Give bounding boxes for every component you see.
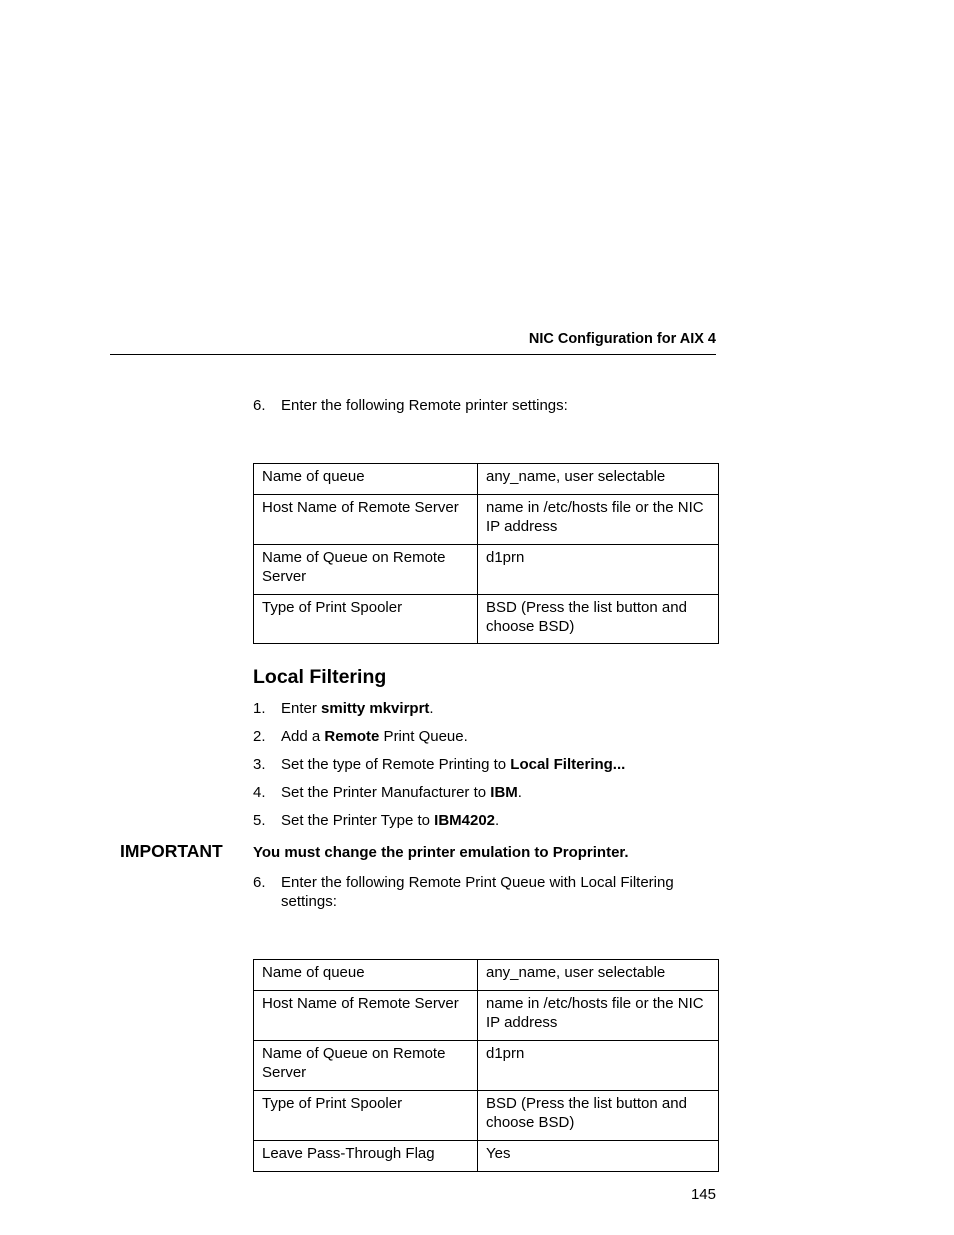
- list-item: [253, 811, 723, 830]
- page-number: 145: [690, 1186, 716, 1203]
- remote-settings-table: [253, 463, 719, 644]
- local-filtering-table: [253, 959, 719, 1172]
- setting-value: any_name, user selectable: [478, 464, 719, 495]
- setting-value: Yes: [478, 1141, 719, 1172]
- emphasis-text: IBM4202: [434, 812, 496, 829]
- setting-label: Name of queue: [254, 960, 478, 991]
- setting-label: Type of Print Spooler: [254, 1091, 478, 1141]
- step-number: 5.: [253, 812, 266, 829]
- step-text: Set the Printer Type to IBM4202.: [281, 812, 500, 829]
- table-row: [254, 1091, 719, 1141]
- step-number: 3.: [253, 756, 266, 773]
- setting-label: Name of Queue on Remote Server: [254, 545, 478, 595]
- setting-label: Name of Queue on Remote Server: [254, 1041, 478, 1091]
- step-number: 6.: [253, 874, 266, 891]
- table-row: [254, 991, 719, 1041]
- step-text: Enter the following Remote printer settings:: [281, 397, 568, 414]
- setting-label: Name of queue: [254, 464, 478, 495]
- list-item: [253, 783, 723, 802]
- table-row: [254, 1141, 719, 1172]
- step-text: Enter the following Remote Print Queue with Local Filtering settings:: [281, 874, 674, 910]
- table-row: [254, 495, 719, 545]
- running-header: NIC Configuration for AIX 4: [528, 331, 716, 347]
- command-text: smitty mkvirprt: [321, 700, 430, 717]
- setting-label: Host Name of Remote Server: [254, 495, 478, 545]
- setting-value: d1prn: [478, 1041, 719, 1091]
- setting-value: name in /etc/hosts file or the NIC IP address: [478, 991, 719, 1041]
- local-filtering-step: [253, 873, 723, 911]
- setting-label: Leave Pass-Through Flag: [254, 1141, 478, 1172]
- setting-value: any_name, user selectable: [478, 960, 719, 991]
- setting-value: BSD (Press the list button and choose BSD): [478, 595, 719, 644]
- step-number: 4.: [253, 784, 266, 801]
- table-row: [254, 464, 719, 495]
- setting-value: BSD (Press the list button and choose BSD): [478, 1091, 719, 1141]
- step-text: Set the type of Remote Printing to Local Filtering...: [281, 756, 626, 773]
- emphasis-text: Local Filtering...: [510, 756, 626, 773]
- step-text: Add a Remote Print Queue.: [281, 728, 468, 745]
- step-number: 6.: [253, 397, 266, 414]
- setting-label: Host Name of Remote Server: [254, 991, 478, 1041]
- list-item: [253, 699, 723, 718]
- remote-settings-step: [253, 396, 723, 415]
- section-title: Local Filtering: [253, 666, 387, 688]
- header-rule: [110, 354, 716, 355]
- list-item: [253, 727, 723, 746]
- step-text: Set the Printer Manufacturer to IBM.: [281, 784, 522, 801]
- table-row: [254, 1041, 719, 1091]
- important-note: You must change the printer emulation to Proprinter.: [253, 844, 629, 861]
- step-text: Enter smitty mkvirprt.: [281, 700, 434, 717]
- emphasis-text: IBM: [490, 784, 518, 801]
- emphasis-text: Remote: [324, 728, 380, 745]
- step-number: 1.: [253, 700, 266, 717]
- setting-value: name in /etc/hosts file or the NIC IP address: [478, 495, 719, 545]
- step-number: 2.: [253, 728, 266, 745]
- table-row: [254, 960, 719, 991]
- important-label: IMPORTANT: [120, 841, 223, 861]
- setting-value: d1prn: [478, 545, 719, 595]
- table-row: [254, 545, 719, 595]
- table-row: [254, 595, 719, 644]
- setting-label: Type of Print Spooler: [254, 595, 478, 644]
- list-item: [253, 755, 723, 774]
